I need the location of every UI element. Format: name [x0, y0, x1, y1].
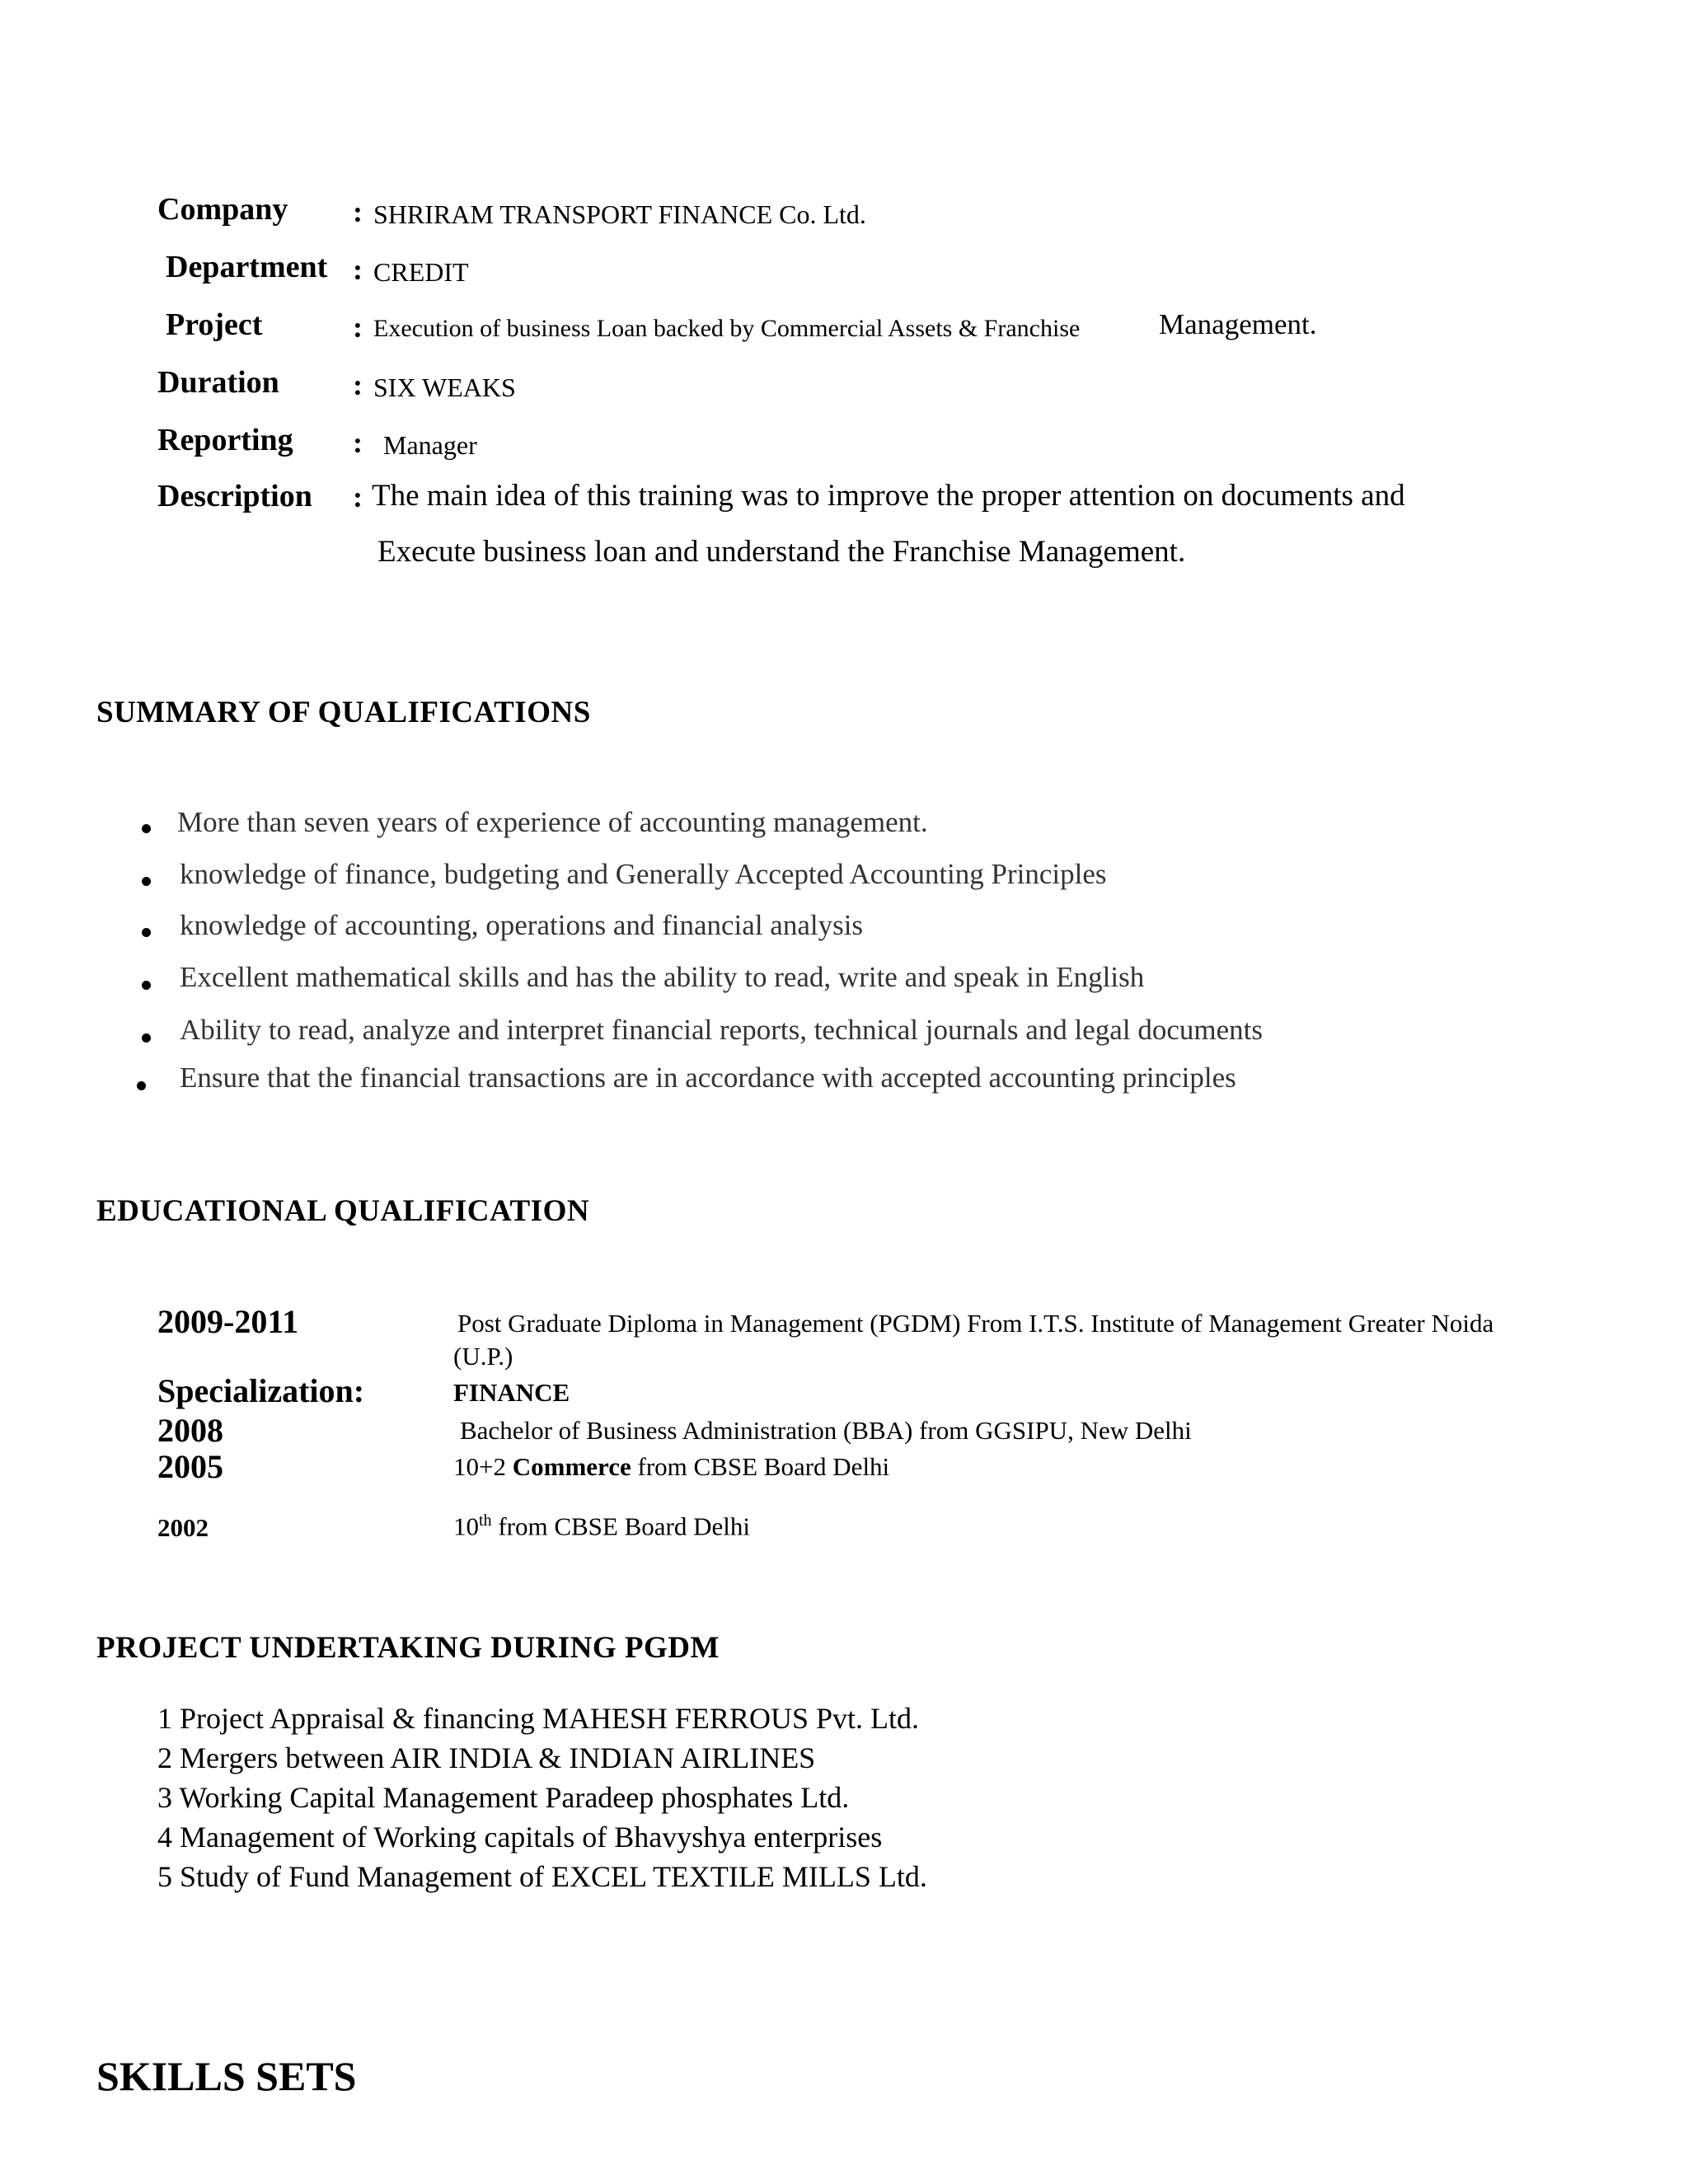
edu-detail-post: from CBSE Board Delhi — [637, 1452, 890, 1481]
skills-heading: SKILLS SETS — [96, 2053, 357, 2099]
bullet-icon — [142, 981, 151, 990]
project-value-tail: Management. — [1159, 308, 1317, 340]
project-label: Project — [166, 307, 263, 342]
summary-heading: SUMMARY OF QUALIFICATIONS — [96, 696, 591, 729]
edu-detail — [453, 1452, 889, 1482]
project-value: Execution of business Loan backed by Commercial Assets & Franchise — [373, 315, 1081, 342]
edu-detail-pre: 10 — [453, 1511, 479, 1541]
edu-detail: FINANCE — [453, 1378, 570, 1407]
duration-colon: : — [353, 368, 363, 401]
edu-detail — [453, 1511, 750, 1541]
edu-year: 2005 — [157, 1448, 223, 1485]
description-value: The main idea of this training was to improve the proper attention on documents and — [372, 479, 1405, 513]
bullet-icon — [142, 928, 151, 937]
duration-label: Duration — [157, 365, 279, 400]
list-item: 4 Management of Working capitals of Bhavyshya enterprises — [157, 1821, 883, 1854]
description-value-line2: Execute business loan and understand the Franchise Management. — [377, 535, 1186, 569]
list-item: Excellent mathematical skills and has the ability to read, write and speak in English — [180, 961, 1145, 993]
department-colon: : — [353, 253, 363, 286]
list-item: knowledge of finance, budgeting and Generally Accepted Accounting Principles — [180, 858, 1107, 890]
company-label: Company — [157, 192, 288, 227]
bullet-icon — [142, 1033, 151, 1043]
reporting-value: Manager — [383, 430, 477, 460]
department-label: Department — [166, 250, 328, 284]
education-heading: EDUCATIONAL QUALIFICATION — [96, 1194, 590, 1228]
edu-detail-post: from CBSE Board Delhi — [498, 1511, 750, 1541]
bullet-icon — [137, 1081, 146, 1090]
list-item: 2 Mergers between AIR INDIA & INDIAN AIRLINES — [157, 1741, 816, 1774]
project-colon: : — [353, 311, 363, 344]
edu-detail: Post Graduate Diploma in Management (PGDM) From I.T.S. Institute of Management Greater Noida — [457, 1309, 1494, 1338]
list-item: 3 Working Capital Management Paradeep phosphates Ltd. — [157, 1781, 850, 1814]
list-item: knowledge of accounting, operations and financial analysis — [180, 909, 864, 941]
duration-value: SIX WEAKS — [373, 373, 516, 402]
list-item: Ability to read, analyze and interpret financial reports, technical journals and legal documents — [180, 1014, 1263, 1046]
company-value: SHRIRAM TRANSPORT FINANCE Co. Ltd. — [373, 199, 866, 229]
list-item: Ensure that the financial transactions are in accordance with accepted accounting principles — [180, 1062, 1236, 1094]
description-colon: : — [353, 480, 363, 513]
edu-year: 2008 — [157, 1412, 223, 1449]
reporting-colon: : — [353, 426, 363, 459]
description-label: Description — [157, 479, 312, 513]
edu-detail-sup: th — [479, 1511, 492, 1530]
edu-detail-bold: Commerce — [512, 1452, 631, 1481]
projects-heading: PROJECT UNDERTAKING DURING PGDM — [96, 1631, 720, 1665]
edu-detail-line2: (U.P.) — [453, 1342, 513, 1371]
department-value: CREDIT — [373, 257, 469, 287]
bullet-icon — [142, 824, 151, 833]
list-item: 5 Study of Fund Management of EXCEL TEXTILE MILLS Ltd. — [157, 1860, 927, 1893]
edu-detail: Bachelor of Business Administration (BBA) from GGSIPU, New Delhi — [460, 1416, 1192, 1445]
reporting-label: Reporting — [157, 423, 293, 457]
edu-year: Specialization: — [157, 1372, 365, 1409]
company-colon: : — [353, 195, 363, 228]
edu-year: 2002 — [157, 1513, 209, 1542]
edu-detail-pre: 10+2 — [453, 1452, 506, 1481]
edu-year: 2009-2011 — [157, 1303, 299, 1340]
bullet-icon — [142, 877, 151, 886]
list-item: 1 Project Appraisal & financing MAHESH FERROUS Pvt. Ltd. — [157, 1702, 919, 1735]
list-item: More than seven years of experience of accounting management. — [177, 806, 928, 838]
